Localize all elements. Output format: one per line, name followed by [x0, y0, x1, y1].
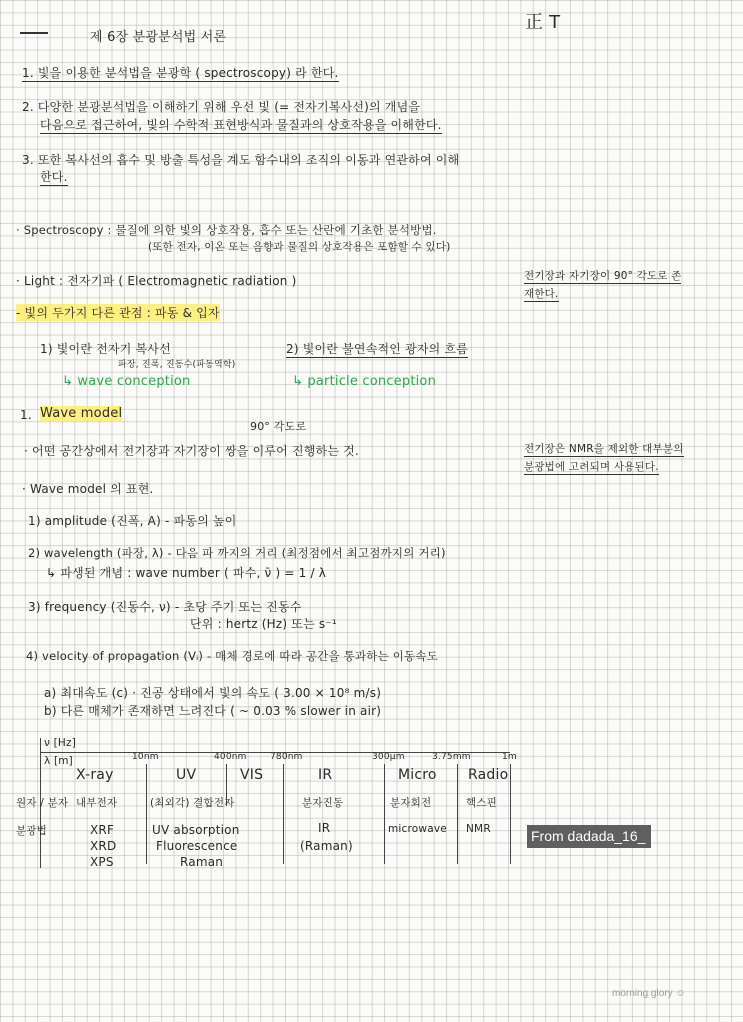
- wavenumber-line: ↳ 파생된 개념 : wave number ( 파수, ν̄ ) = 1 / λ: [46, 566, 327, 580]
- row-atom-label: 원자 / 분자: [16, 797, 69, 809]
- footer-signature: morning glory ☺: [612, 988, 686, 999]
- nature-item1-sub: 파장, 진폭, 진동수(파동역학): [118, 360, 236, 370]
- table-divider: [457, 764, 458, 864]
- side-note-2-line2: 분광법에 고려되며 사용된다.: [524, 461, 659, 473]
- method-fluorescence: Fluorescence: [156, 839, 238, 853]
- cell-micro-atom: 분자회전: [390, 797, 432, 809]
- velocity-b: b) 다른 매체가 존재하면 느려진다 ( ~ 0.03 % slower in air): [44, 704, 382, 718]
- angle-note: 90° 각도로: [250, 420, 307, 433]
- boundary-label: 300μm: [372, 752, 405, 762]
- nature-item1: 1) 빛이란 전자기 복사선: [40, 342, 171, 356]
- intro-p2-line1: 2. 다양한 분광분석법을 이해하기 위해 우선 빛 (= 전자기복사선)의 개념을: [22, 100, 421, 114]
- particle-conception: ↳ particle conception: [292, 374, 437, 389]
- method-uv-absorption: UV absorption: [152, 823, 240, 837]
- method-xrd: XRD: [90, 839, 117, 853]
- side-note-1-line2: 재한다.: [524, 288, 559, 300]
- region-xray: X-ray: [76, 767, 114, 783]
- wave-model-number: 1.: [20, 408, 32, 422]
- lambda-row-label: λ [m]: [44, 755, 73, 767]
- boundary-label: 10nm: [132, 752, 159, 762]
- region-vis: VIS: [240, 767, 264, 783]
- side-note-1-line1: 전기장과 자기장이 90° 각도로 존: [524, 270, 682, 282]
- header-dash: [20, 32, 48, 34]
- intro-p3-line1: 3. 또한 복사선의 흡수 및 방출 특성을 계도 함수내의 조직의 이동과 연관하여 이해: [22, 153, 460, 167]
- corner-mark: 正 T: [525, 12, 561, 33]
- table-divider: [384, 764, 385, 864]
- velocity-line: 4) velocity of propagation (Vᵢ) - 매체 경로에 따라 공간을 통과하는 이동속도: [26, 649, 438, 663]
- wave-conception: ↳ wave conception: [62, 374, 191, 389]
- region-micro: Micro: [398, 767, 437, 783]
- region-radio: Radio: [468, 767, 509, 783]
- nature-heading: - 빛의 두가지 다른 관점 : 파동 & 입자: [16, 306, 220, 320]
- method-raman: Raman: [180, 855, 224, 869]
- method-xrf: XRF: [90, 823, 115, 837]
- method-nmr: NMR: [466, 823, 491, 835]
- frequency-line: 3) frequency (진동수, ν) - 초당 주기 또는 진동수: [28, 600, 302, 614]
- side-note-2-line1: 전기장은 NMR을 제외한 대부분의: [524, 443, 684, 455]
- wavelength-line: 2) wavelength (파장, λ) - 다음 파 까지의 거리 (최정점에서 최고점까지의 거리): [28, 546, 446, 560]
- method-xps: XPS: [90, 855, 114, 869]
- boundary-label: 1m: [502, 752, 517, 762]
- chapter-title: 제 6장 분광분석법 서론: [90, 30, 227, 45]
- spectroscopy-def-line1: · Spectroscopy : 물질에 의한 빛의 상호작용, 흡수 또는 산란에 기초한 분석방법.: [16, 223, 437, 237]
- watermark-label: From dadada_16_: [527, 825, 651, 848]
- boundary-label: 400nm: [214, 752, 247, 762]
- frequency-unit: 단위 : hertz (Hz) 또는 s⁻¹: [190, 617, 337, 631]
- wave-model-desc: · 어떤 공간상에서 전기장과 자기장이 쌍을 이루어 진행하는 것.: [24, 444, 359, 458]
- region-uv: UV: [176, 767, 197, 783]
- intro-p3-line2: 한다.: [40, 170, 68, 184]
- cell-xray-atom: 내부전자: [76, 797, 118, 809]
- nu-row-label: ν [Hz]: [44, 737, 77, 749]
- region-ir: IR: [318, 767, 333, 783]
- method-microwave: microwave: [388, 823, 447, 835]
- intro-p1: 1. 빛을 이용한 분석법을 분광학 ( spectroscopy) 라 한다.: [22, 66, 339, 80]
- row-method-label: 분광법: [16, 825, 48, 837]
- method-ir: IR: [318, 821, 331, 835]
- cell-uvvis-atom: (최외각) 결합전자: [150, 797, 235, 809]
- boundary-label: 780nm: [270, 752, 303, 762]
- velocity-a: a) 최대속도 (c) · 진공 상태에서 빛의 속도 ( 3.00 × 10⁸ m/s): [44, 686, 382, 700]
- boundary-label: 3.75mm: [432, 752, 471, 762]
- nature-item2: 2) 빛이란 불연속적인 광자의 흐름: [286, 342, 469, 356]
- wave-model-expr-heading: · Wave model 의 표현.: [22, 482, 154, 496]
- table-divider: [146, 764, 147, 864]
- method-raman-ir: (Raman): [300, 839, 353, 853]
- cell-radio-atom: 핵스핀: [466, 797, 498, 809]
- cell-ir-atom: 분자진동: [302, 797, 344, 809]
- spectroscopy-def-line2: (또한 전자, 이온 또는 음향과 물질의 상호작용은 포함할 수 있다): [148, 241, 451, 253]
- light-def: · Light : 전자기파 ( Electromagnetic radiation ): [16, 274, 297, 288]
- table-divider: [510, 764, 511, 864]
- amplitude-line: 1) amplitude (진폭, A) - 파동의 높이: [28, 514, 237, 528]
- wave-model-heading: Wave model: [40, 406, 123, 421]
- table-divider: [283, 764, 284, 864]
- intro-p2-line2: 다음으로 접근하여, 빛의 수학적 표현방식과 물질과의 상호작용을 이해한다.: [40, 118, 442, 132]
